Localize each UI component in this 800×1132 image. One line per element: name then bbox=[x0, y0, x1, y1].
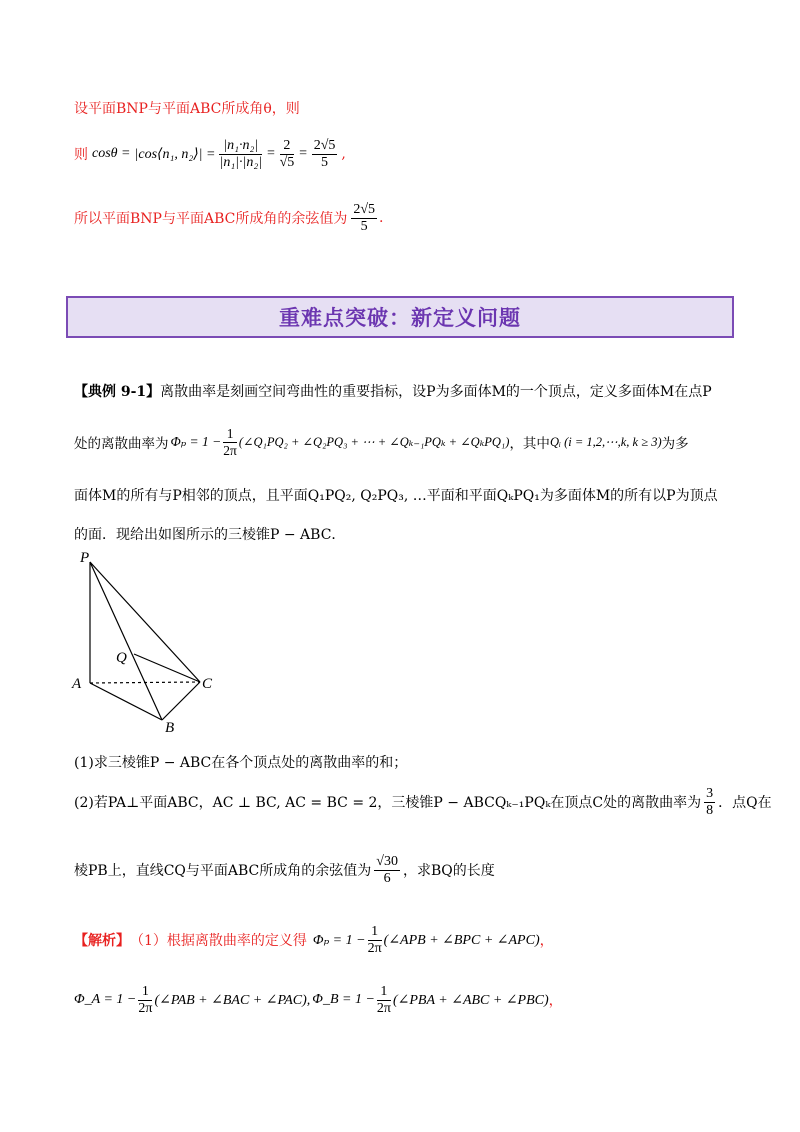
fraction: $\frac{2√5}{5}$ bbox=[313, 137, 336, 170]
fraction: $\frac{3}{8}$ bbox=[706, 785, 714, 818]
fraction: $\frac{√30}{6}$ bbox=[376, 853, 398, 886]
question-2-cont: 棱PB上，直线CQ与平面ABC所成角的余弦值为 $\frac{√30}{6}$ ，求BQ的长度 bbox=[74, 853, 495, 886]
fraction: $\frac{1}{2\pi}$ bbox=[367, 923, 382, 956]
fraction: $\frac{1}{2\pi}$ bbox=[223, 425, 237, 458]
edge-BC bbox=[162, 682, 200, 720]
fraction: $\frac{\text{|n₁·n₂|}}{\text{|n₁|·|n₂|}}$ bbox=[219, 137, 263, 170]
section-title: 重难点突破：新定义问题 bbox=[279, 306, 521, 330]
label-C: C bbox=[202, 676, 213, 692]
example-line-4: 的面．现给出如图所示的三棱锥P − ABC． bbox=[74, 527, 346, 543]
question-2: (2)若PA⊥平面ABC，AC ⊥ BC, AC = BC = 2，三棱锥P − ABCQₖ₋₁PQₖ在顶点C处的离散曲率为 $\frac{3}{8}$ ．点Q在 bbox=[74, 785, 772, 818]
pyramid-diagram bbox=[70, 548, 230, 738]
analysis-line-2: Φ_A = 1 − $\frac{1}{2\pi}$ (∠PAB + ∠BAC + ∠PAC), Φ_B = 1 − $\frac{1}{2\pi}$ (∠PBA + ∠ABC + ∠PBC) ， bbox=[74, 983, 563, 1016]
label-A: A bbox=[72, 676, 82, 692]
fraction: $\frac{2}{√5}$ bbox=[279, 137, 295, 170]
analysis-line-1: 【解析】 （1）根据离散曲率的定义得 Φₚ = 1 − $\frac{1}{2\pi}$ (∠APB + ∠BPC + ∠APC) ， bbox=[74, 923, 554, 956]
solution-line-2: 则 cosθ = |cos⟨n₁, n₂⟩| = $\frac{\text{|n₁·n₂|}}{\text{|n₁|·|n₂|}}$ = $\frac{2}{√5}$ = $\frac{2√5}{5}$ , bbox=[74, 137, 346, 170]
example-line-3: 面体M的所有与P相邻的顶点，且平面Q₁PQ₂, Q₂PQ₃, …平面和平面QₖPQ₁为多面体M的所有以P为顶点 bbox=[74, 488, 718, 504]
label-P: P bbox=[80, 550, 90, 566]
edge-PB bbox=[90, 562, 162, 720]
fraction: $\frac{2√5}{5}$ bbox=[353, 201, 376, 234]
fraction: $\frac{1}{2\pi}$ bbox=[138, 983, 153, 1016]
example-line-1: 【典例 9-1】离散曲率是刻画空间弯曲性的重要指标，设P为多面体M的一个顶点，定义多面体M在点P bbox=[74, 384, 712, 400]
edge-AB bbox=[90, 683, 162, 720]
section-banner bbox=[66, 296, 734, 338]
question-1: (1)求三棱锥P − ABC在各个顶点处的离散曲率的和； bbox=[74, 755, 408, 771]
edge-AC bbox=[90, 682, 200, 683]
solution-line-3: 所以平面BNP与平面ABC所成角的余弦值为 $\frac{2√5}{5}$ . bbox=[74, 201, 384, 234]
segment-QC bbox=[134, 654, 200, 682]
edge-PC bbox=[90, 562, 200, 682]
example-line-2: 处的离散曲率为 Φₚ = 1 − $\frac{1}{2\pi}$ (∠Q₁PQ₂ + ∠Q₂PQ₃ + ⋯ + ∠Qₖ₋₁PQₖ + ∠QₖPQ₁) ，其中 Qᵢ (i = 1,2,⋯,k, k ≥ 3) 为多 bbox=[74, 425, 689, 458]
label-Q: Q bbox=[116, 650, 127, 666]
solution-line-1: 设平面BNP与平面ABC所成角θ，则 bbox=[74, 101, 300, 117]
fraction: $\frac{1}{2\pi}$ bbox=[376, 983, 391, 1016]
label-B: B bbox=[165, 720, 175, 736]
